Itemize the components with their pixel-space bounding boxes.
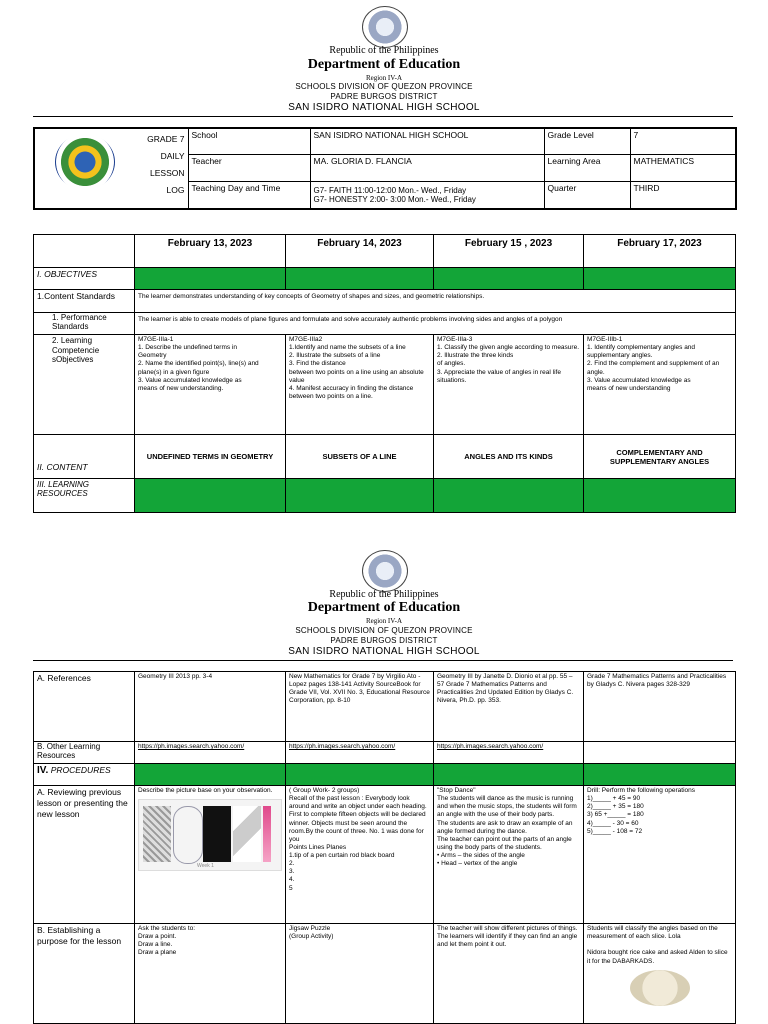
grade-level-label: Grade Level bbox=[544, 128, 630, 155]
school-logo-icon bbox=[55, 134, 115, 190]
date-header: February 17, 2023 bbox=[584, 235, 736, 268]
performance-standards-label: 1. Performance Standards bbox=[34, 313, 135, 335]
date-header: February 15 , 2023 bbox=[434, 235, 584, 268]
reviewing-text: Describe the picture base on your observation. bbox=[138, 787, 273, 794]
district-text: PADRE BURGOS DISTRICT bbox=[330, 92, 438, 101]
green-cell bbox=[584, 479, 736, 513]
school-logo-cell bbox=[34, 128, 134, 209]
green-cell bbox=[286, 764, 434, 786]
objectives-table bbox=[33, 234, 736, 513]
learning-competencies-label: 2. Learning Competencie sObjectives bbox=[34, 335, 135, 435]
time-value-faith: G7- FAITH 11:00-12:00 Mon.- Wed., Friday bbox=[313, 185, 467, 195]
teacher-value: MA. GLORIA D. FLANCIA bbox=[310, 155, 544, 182]
procedures-label-cell bbox=[34, 764, 135, 786]
reviewing-cell bbox=[135, 786, 286, 924]
competency-cell: M7GE-IIIa-3 1. Classify the given angle according to measure. 2. Illustrate the three kinds of angles. 3. Appreciate the value of angles in real life situations. bbox=[434, 335, 584, 435]
references-label: A. References bbox=[34, 672, 135, 742]
grade-level-value: 7 bbox=[630, 128, 736, 155]
republic-text: Republic of the Philippines bbox=[329, 589, 439, 600]
competency-cell: M7GE-IIIb-1 1. Identify complementary angles and supplementary angles. 2. Find the complement and supplement of an angle. 3. Value accumulated knowledge as means of new understanding bbox=[584, 335, 736, 435]
content-standards-label: 1.Content Standards bbox=[34, 290, 135, 313]
region-text: Region IV-A bbox=[365, 617, 403, 625]
resource-link[interactable]: https://ph.images.search.yahoo.com/ bbox=[434, 742, 584, 764]
deped-seal-icon bbox=[362, 550, 408, 592]
learning-area-label: Learning Area bbox=[544, 155, 630, 182]
republic-text: Republic of the Philippines bbox=[329, 45, 439, 56]
shapes-picture bbox=[138, 799, 282, 871]
pink-strip-tile bbox=[263, 806, 271, 862]
performance-standards-value: The learner is able to create models of plane figures and formulate and solve accurately authentic problems involving sides and angles of a polygon bbox=[135, 313, 736, 335]
establishing-cell: Ask the students to: Draw a point. Draw a line. Draw a plane bbox=[135, 924, 286, 1024]
quarter-value: THIRD bbox=[630, 181, 736, 209]
date-header: February 14, 2023 bbox=[286, 235, 434, 268]
department-title: Department of Education bbox=[307, 600, 461, 615]
learning-resources-label: III. LEARNING RESOURCES bbox=[34, 479, 135, 513]
rice-cake-picture bbox=[630, 970, 690, 1006]
establishing-text: Students will classify the angles based on the measurement of each slice. Lola Nidora bought rice cake and asked Alden to slice it for the DABARKADS. bbox=[587, 925, 728, 965]
green-cell bbox=[584, 268, 736, 290]
teacher-label: Teacher bbox=[188, 155, 310, 182]
other-resources-label: B. Other Learning Resources bbox=[34, 742, 135, 764]
reference-cell: New Mathematics for Grade 7 by Virgilio Ato -Lopez pages 138-141 Activity SourceBook for Grade VII, Vol. XVII No. 3, Educational Resource Corporation, pp. 8-10 bbox=[286, 672, 434, 742]
green-cell bbox=[135, 479, 286, 513]
quarter-label: Quarter bbox=[544, 181, 630, 209]
reviewing-label: A. Reviewing previous lesson or presenting the new lesson bbox=[34, 786, 135, 924]
establishing-label: B. Establishing a purpose for the lesson bbox=[34, 924, 135, 1024]
dotted-oval-tile bbox=[173, 806, 203, 864]
green-cell bbox=[434, 268, 584, 290]
content-label: II. CONTENT bbox=[34, 435, 135, 479]
green-cell bbox=[434, 479, 584, 513]
grade-title-cell bbox=[134, 128, 188, 209]
date-corner-cell bbox=[34, 235, 135, 268]
establishing-cell bbox=[584, 924, 736, 1024]
procedures-roman: IV. bbox=[37, 765, 49, 776]
school-label: School bbox=[188, 128, 310, 155]
time-value-honesty: G7- HONESTY 2:00- 3:00 Mon.- Wed., Friday bbox=[313, 194, 476, 204]
reference-cell: Geometry III 2013 pp. 3-4 bbox=[135, 672, 286, 742]
procedures-label: PROCEDURES bbox=[50, 765, 111, 775]
header-divider bbox=[33, 116, 733, 117]
cube-tile bbox=[233, 806, 261, 862]
division-text: SCHOOLS DIVISION OF QUEZON PROVINCE bbox=[295, 626, 473, 635]
lesson-info-table bbox=[33, 127, 737, 210]
procedures-table bbox=[33, 671, 736, 1024]
establishing-cell: The teacher will show different pictures of things. The learners will identify if they can find an angle and let them point it out. bbox=[434, 924, 584, 1024]
school-name: SAN ISIDRO NATIONAL HIGH SCHOOL bbox=[288, 646, 480, 657]
green-cell bbox=[286, 268, 434, 290]
daily-text: DAILY bbox=[160, 151, 185, 161]
date-header: February 13, 2023 bbox=[135, 235, 286, 268]
school-value: SAN ISIDRO NATIONAL HIGH SCHOOL bbox=[310, 128, 544, 155]
content-value: SUBSETS OF A LINE bbox=[286, 435, 434, 479]
resource-link[interactable]: https://ph.images.search.yahoo.com/ bbox=[286, 742, 434, 764]
green-cell bbox=[286, 479, 434, 513]
content-value: COMPLEMENTARY AND SUPPLEMENTARY ANGLES bbox=[584, 435, 736, 479]
content-value: UNDEFINED TERMS IN GEOMETRY bbox=[135, 435, 286, 479]
district-text: PADRE BURGOS DISTRICT bbox=[330, 636, 438, 645]
time-value-cell bbox=[310, 181, 544, 209]
learning-area-value: MATHEMATICS bbox=[630, 155, 736, 182]
department-title: Department of Education bbox=[307, 57, 461, 72]
green-cell bbox=[135, 764, 286, 786]
objectives-label: I. OBJECTIVES bbox=[34, 268, 135, 290]
division-text: SCHOOLS DIVISION OF QUEZON PROVINCE bbox=[295, 82, 473, 91]
grade-title: GRADE 7 bbox=[147, 134, 185, 144]
school-name: SAN ISIDRO NATIONAL HIGH SCHOOL bbox=[288, 102, 480, 113]
resource-link[interactable]: https://ph.images.search.yahoo.com/ bbox=[135, 742, 286, 764]
green-cell bbox=[434, 764, 584, 786]
reference-cell: Geometry III by Janette D. Dionio et al pp. 55 – 57 Grade 7 Mathematics Patterns and Practicalities 2nd Updated Edition by Gladys C. Nivera, Ph.D. pp. 353. bbox=[434, 672, 584, 742]
competency-cell: M7GE-IIIa2 1.Identify and name the subsets of a line 2. Illustrate the subsets of a line 3. Find the distance between two points on a line using an absolute value 4. Manifest accuracy in finding the distance between two points on a line. bbox=[286, 335, 434, 435]
green-cell bbox=[584, 764, 736, 786]
reviewing-cell: Drill: Perform the following operations 1)_____ + 45 = 90 2)_____ + 35 = 180 3) 65 +_____ = 180 4)_____ - 30 = 60 5)_____ - 108 = 72 bbox=[584, 786, 736, 924]
deped-seal-icon bbox=[362, 6, 408, 48]
green-cell bbox=[135, 268, 286, 290]
reviewing-cell: ( Group Work- 2 groups) Recall of the past lesson : Everybody look around and write an object under each heading. First to complete fifteen objects will be declared winner. Objects must be seen around the room.By the count of three. No. 1 was done for you Points Lines Planes 1.tip of a pen curtain rod black board 2. 3. 4. 5 bbox=[286, 786, 434, 924]
establishing-cell: Jigsaw Puzzle (Group Activity) bbox=[286, 924, 434, 1024]
reference-cell: Grade 7 Mathematics Patterns and Practicalities by Gladys C. Nivera pages 328-329 bbox=[584, 672, 736, 742]
pattern-tile bbox=[143, 806, 171, 862]
lesson-log-text: LESSON LOG bbox=[150, 168, 185, 195]
time-label: Teaching Day and Time bbox=[188, 181, 310, 209]
resource-cell bbox=[584, 742, 736, 764]
competency-cell: M7GE-IIIa-1 1. Describe the undefined terms in Geometry 2. Name the identified point(s), line(s) and plane(s) in a given figure 3. Value accumulated knowledge as means of new understanding. bbox=[135, 335, 286, 435]
picture-caption: Week 1 bbox=[197, 862, 214, 869]
region-text: Region IV-A bbox=[365, 74, 403, 82]
content-standards-value: The learner demonstrates understanding of key concepts of Geometry of shapes and sizes, and geometric relationships. bbox=[135, 290, 736, 313]
reviewing-cell: "Stop Dance" The students will dance as the music is running and when the music stops, the students will form an angle with the use of their body parts. The students are ask to draw an example of an angle formed during the dance. The teacher can point out the parts of an angle using the body parts of the students. • Arms – the sides of the angle • Head – vertex of the angle bbox=[434, 786, 584, 924]
header-divider bbox=[33, 660, 733, 661]
content-value: ANGLES AND ITS KINDS bbox=[434, 435, 584, 479]
black-tile bbox=[203, 806, 231, 862]
